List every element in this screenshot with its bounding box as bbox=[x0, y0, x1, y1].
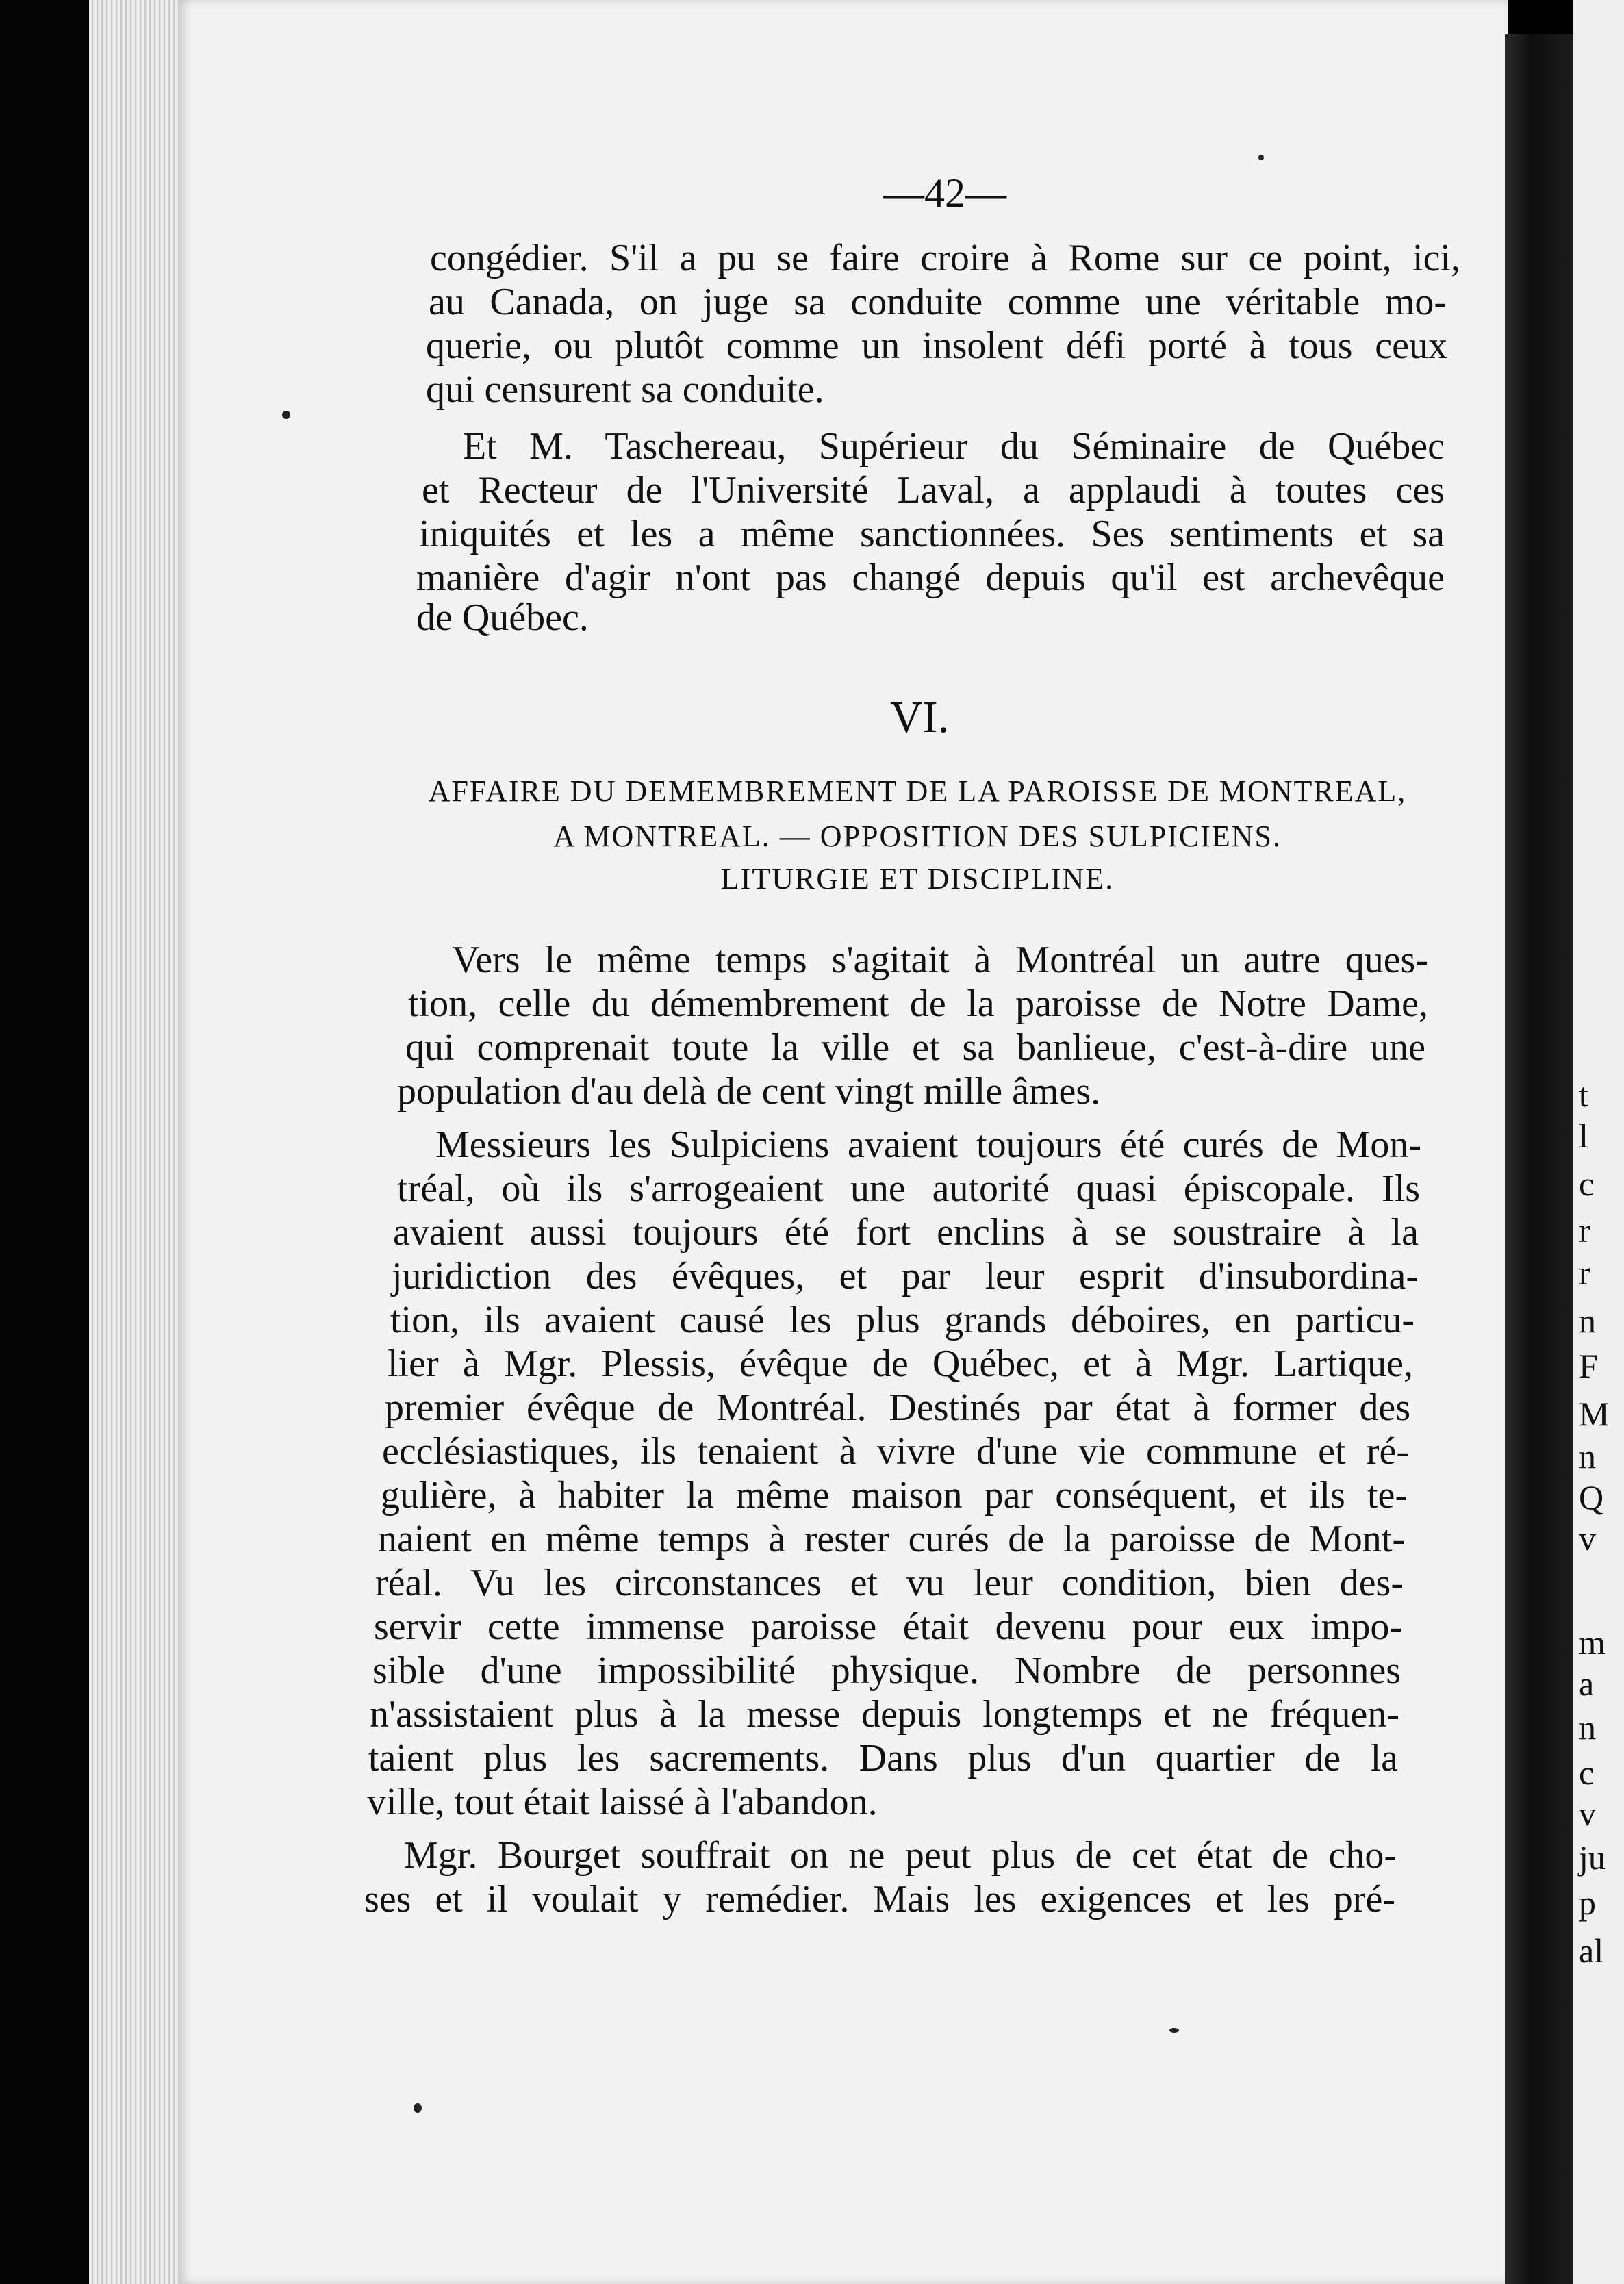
facing-page-letter: n bbox=[1579, 1437, 1596, 1475]
facing-page-letter: v bbox=[1579, 1794, 1596, 1833]
text-line: premier évêque de Montréal. Destinés par état à former des bbox=[385, 1386, 1410, 1429]
text-line: taient plus les sacrements. Dans plus d'un quartier de la bbox=[368, 1737, 1398, 1779]
text-line: ses et il voulait y remédier. Mais les exigences et les pré- bbox=[364, 1878, 1395, 1920]
text-line: Vers le même temps s'agitait à Montréal un autre ques- bbox=[452, 939, 1428, 981]
text-line: population d'au delà de cent vingt mille âmes. bbox=[397, 1070, 1101, 1113]
text-line: iniquités et les a même sanctionnées. Ses sentiments et sa bbox=[419, 513, 1445, 555]
facing-page-letter: v bbox=[1579, 1519, 1596, 1558]
facing-page-edge bbox=[1573, 0, 1624, 2284]
facing-page-letter: n bbox=[1579, 1302, 1596, 1340]
facing-page-letter: Q bbox=[1579, 1478, 1604, 1517]
text-line: tion, ils avaient causé les plus grands déboires, en particu- bbox=[390, 1299, 1414, 1341]
text-line: réal. Vu les circonstances et vu leur condition, bien des- bbox=[375, 1562, 1404, 1604]
text-line: manière d'agir n'ont pas changé depuis qu'il est archevêque bbox=[416, 557, 1445, 599]
scan-speck bbox=[282, 411, 290, 419]
facing-page-letter: t bbox=[1579, 1076, 1588, 1114]
text-line: congédier. S'il a pu se faire croire à Rome sur ce point, ici, bbox=[430, 237, 1460, 279]
text-line: Mgr. Bourget souffrait on ne peut plus de cet état de cho- bbox=[404, 1834, 1397, 1877]
text-line: ecclésiastiques, ils tenaient à vivre d'une vie commune et ré- bbox=[382, 1430, 1409, 1473]
page-number: —42— bbox=[883, 170, 1006, 216]
text-line: qui comprenait toute la ville et sa banlieue, c'est-à-dire une bbox=[405, 1026, 1425, 1069]
facing-page-letter: m bbox=[1579, 1623, 1606, 1662]
facing-page-letter: r bbox=[1579, 1254, 1590, 1292]
facing-page-letter: l bbox=[1579, 1117, 1588, 1155]
section-number: VI. bbox=[890, 692, 950, 742]
text-line: avaient aussi toujours été fort enclins à se soustraire à la bbox=[393, 1211, 1419, 1254]
text-line: tion, celle du démembrement de la paroisse de Notre Dame, bbox=[408, 982, 1428, 1025]
text-line: ville, tout était laissé à l'abandon. bbox=[367, 1781, 878, 1823]
text-line: sible d'une impossibilité physique. Nombre de personnes bbox=[372, 1649, 1401, 1692]
facing-page-letter: al bbox=[1579, 1931, 1604, 1970]
heading-line: AFFAIRE DU DEMEMBREMENT DE LA PAROISSE DE MONTREAL, bbox=[428, 774, 1407, 808]
facing-page-letter: r bbox=[1579, 1211, 1590, 1249]
facing-page-letter: c bbox=[1579, 1753, 1595, 1792]
text-line: tréal, où ils s'arrogeaient une autorité quasi épiscopale. Ils bbox=[397, 1167, 1420, 1210]
heading-line: LITURGIE ET DISCIPLINE. bbox=[720, 862, 1115, 896]
scan-border-left bbox=[0, 0, 89, 2284]
facing-page-letter: c bbox=[1579, 1165, 1595, 1203]
scan-speck bbox=[414, 2103, 422, 2113]
scan-speck bbox=[1258, 155, 1264, 160]
text-line: naient en même temps à rester curés de la paroisse de Mont- bbox=[378, 1518, 1405, 1560]
facing-page-letter: p bbox=[1579, 1883, 1596, 1922]
text-line: lier à Mgr. Plessis, évêque de Québec, et à Mgr. Lartique, bbox=[388, 1343, 1413, 1385]
text-line: Messieurs les Sulpiciens avaient toujours été curés de Mon- bbox=[435, 1124, 1421, 1166]
text-line: juridiction des évêques, et par leur esprit d'insubordina- bbox=[392, 1255, 1419, 1297]
text-line: querie, ou plutôt comme un insolent défi porté à tous ceux bbox=[426, 325, 1447, 367]
text-line: n'assistaient plus à la messe depuis longtemps et ne fréquen- bbox=[370, 1693, 1399, 1736]
text-line: et Recteur de l'Université Laval, a applaudi à toutes ces bbox=[422, 469, 1445, 511]
facing-page-letter: M bbox=[1579, 1395, 1610, 1433]
facing-page-letter: F bbox=[1579, 1347, 1598, 1385]
book-spine-shadow bbox=[1505, 34, 1573, 2284]
facing-page-letter: n bbox=[1579, 1708, 1596, 1747]
scan-speck bbox=[1169, 2028, 1179, 2033]
text-line: au Canada, on juge sa conduite comme une véritable mo- bbox=[429, 281, 1447, 323]
text-line: gulière, à habiter la même maison par conséquent, et ils te- bbox=[381, 1474, 1408, 1517]
facing-page-letter: a bbox=[1579, 1664, 1595, 1703]
text-line: qui censurent sa conduite. bbox=[426, 368, 824, 411]
facing-page-letter: ju bbox=[1579, 1838, 1606, 1877]
page-edge-stack bbox=[89, 0, 185, 2284]
text-line: Et M. Taschereau, Supérieur du Séminaire de Québec bbox=[463, 425, 1445, 468]
heading-line: A MONTREAL. — OPPOSITION DES SULPICIENS. bbox=[553, 820, 1282, 853]
text-line: servir cette immense paroisse était devenu pour eux impo- bbox=[374, 1606, 1402, 1648]
text-line: de Québec. bbox=[416, 596, 589, 639]
